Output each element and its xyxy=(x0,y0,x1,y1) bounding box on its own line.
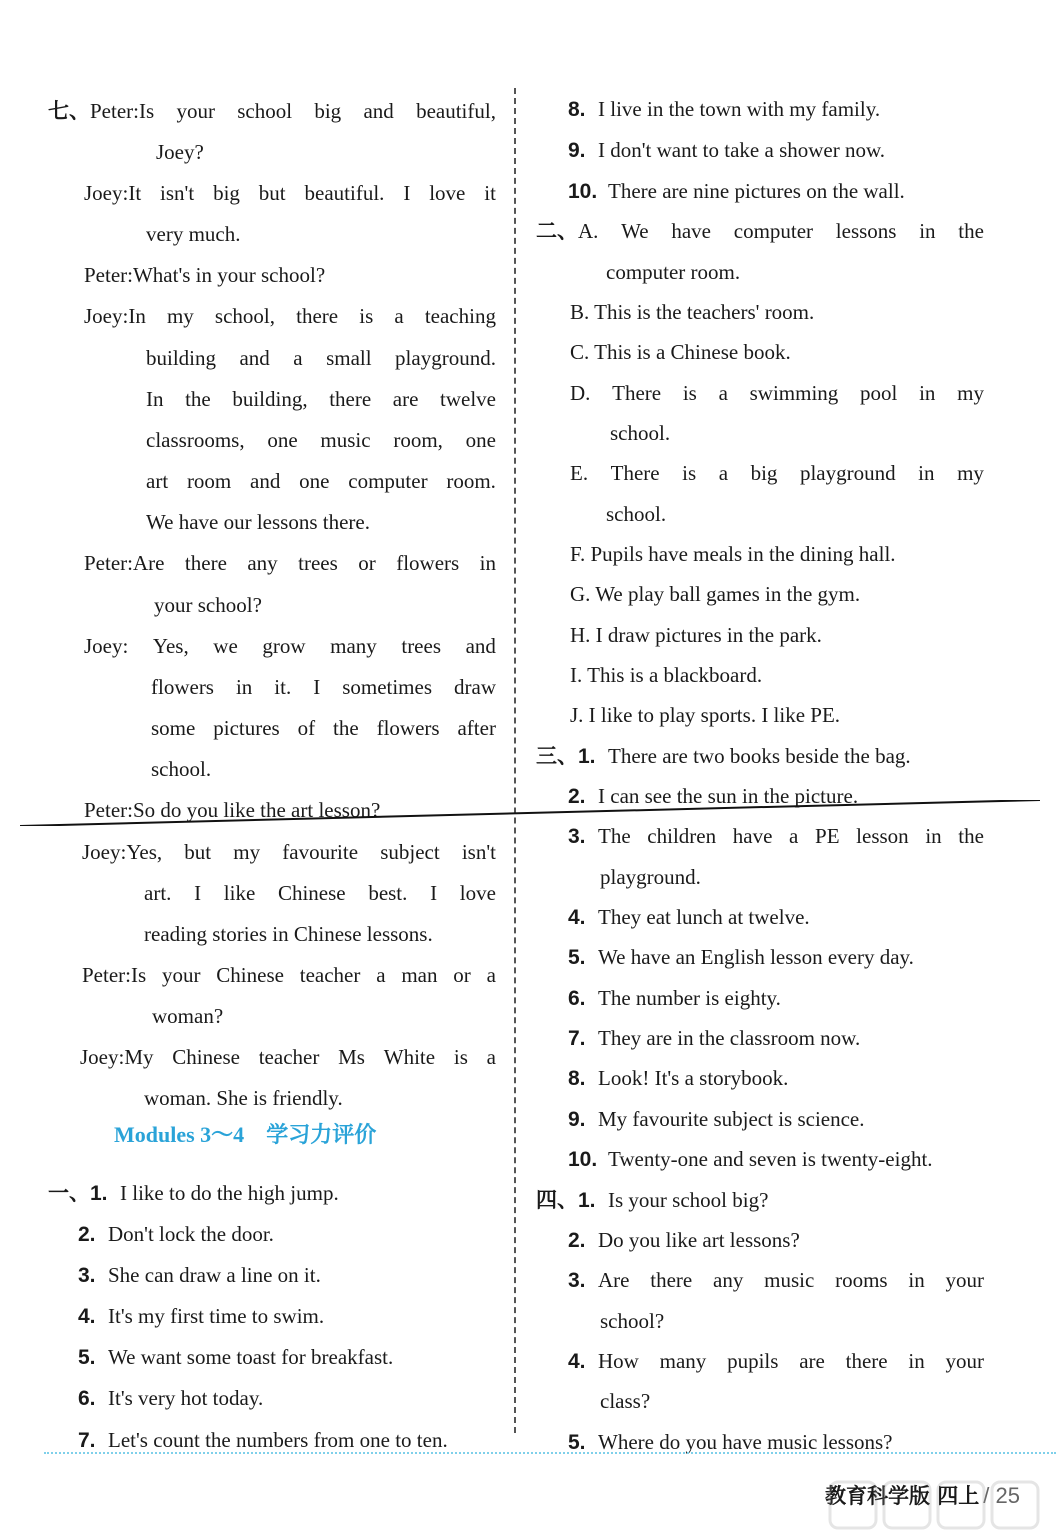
item-number: 5. xyxy=(568,946,586,969)
line-text: flowers in it. I sometimes draw xyxy=(151,675,496,699)
item-number: 6. xyxy=(78,1387,96,1410)
section-marker: 七、 xyxy=(48,99,90,123)
line-text: She can draw a line on it. xyxy=(108,1263,321,1287)
line-text: E. There is a big playground in my xyxy=(570,461,984,485)
item-number: 3. xyxy=(568,825,586,848)
line-text: Peter:Are there any trees or flowers in xyxy=(84,551,496,575)
item-number: 8. xyxy=(568,98,586,121)
line-text: I can see the sun in the picture. xyxy=(598,784,859,808)
text-line xyxy=(82,962,496,988)
text-line xyxy=(570,581,860,607)
column-divider xyxy=(514,88,516,1433)
line-text: J. I like to play sports. I like PE. xyxy=(570,703,841,727)
text-line xyxy=(146,345,496,371)
line-text: Joey:In my school, there is a teaching xyxy=(84,304,496,328)
text-line xyxy=(78,1221,274,1248)
line-text: A. We have computer lessons in the xyxy=(578,219,984,243)
text-line xyxy=(568,137,885,164)
text-line xyxy=(568,178,905,205)
text-line xyxy=(151,674,496,700)
item-number: 2. xyxy=(78,1223,96,1246)
text-line xyxy=(156,139,204,165)
item-number: 3. xyxy=(78,1264,96,1287)
line-text: There are two books beside the bag. xyxy=(608,744,911,768)
section-marker: 四、 xyxy=(536,1188,578,1212)
line-text: Let's count the numbers from one to ten. xyxy=(108,1428,448,1452)
line-text: It's very hot today. xyxy=(108,1386,264,1410)
line-text: school? xyxy=(600,1309,665,1333)
text-line xyxy=(78,1303,324,1330)
text-line xyxy=(84,262,325,288)
text-line xyxy=(84,303,496,329)
line-text: I live in the town with my family. xyxy=(598,97,881,121)
line-text: Is your school big? xyxy=(608,1188,769,1212)
line-text: I. This is a blackboard. xyxy=(570,663,763,687)
text-line xyxy=(570,460,984,486)
text-line xyxy=(78,1344,393,1371)
line-text: Look! It's a storybook. xyxy=(598,1066,789,1090)
item-number: 9. xyxy=(568,1108,586,1131)
text-line xyxy=(84,550,496,576)
text-line xyxy=(600,864,701,890)
text-line xyxy=(48,1180,339,1207)
line-text: B. This is the teachers' room. xyxy=(570,300,815,324)
section-title xyxy=(114,1118,376,1149)
line-text: D. There is a swimming pool in my xyxy=(570,381,984,405)
item-number: 10. xyxy=(568,180,598,203)
line-text: school. xyxy=(606,502,667,526)
line-text: class? xyxy=(600,1389,651,1413)
text-line xyxy=(146,427,496,453)
text-line xyxy=(146,386,496,412)
line-text: your school? xyxy=(154,593,262,617)
line-text: The number is eighty. xyxy=(598,986,781,1010)
item-number: 1. xyxy=(578,1189,596,1212)
text-line xyxy=(146,221,240,247)
line-text: They eat lunch at twelve. xyxy=(598,905,810,929)
bottom-rule xyxy=(44,1452,1056,1454)
line-text: Joey? xyxy=(156,140,204,164)
item-number: 7. xyxy=(78,1429,96,1452)
line-text: It's my first time to swim. xyxy=(108,1304,325,1328)
item-number: 8. xyxy=(568,1067,586,1090)
line-text: F. Pupils have meals in the dining hall. xyxy=(570,542,896,566)
text-line xyxy=(568,944,914,971)
text-line xyxy=(568,1065,788,1092)
section-marker: 三、 xyxy=(536,744,578,768)
line-text: Are there any music rooms in your xyxy=(598,1268,984,1292)
text-line xyxy=(606,501,666,527)
text-line xyxy=(570,541,896,567)
text-line xyxy=(154,592,262,618)
text-line xyxy=(536,218,984,244)
line-text: school. xyxy=(151,757,212,781)
line-text: computer room. xyxy=(606,260,741,284)
line-text: Where do you have music lessons? xyxy=(598,1430,893,1454)
line-text: We have our lessons there. xyxy=(146,510,370,534)
item-number: 9. xyxy=(568,139,586,162)
line-text: We have an English lesson every day. xyxy=(598,945,914,969)
line-text: Peter:Is your school big and beautiful, xyxy=(90,99,496,123)
line-text: Joey: Yes, we grow many trees and xyxy=(84,634,496,658)
text-line xyxy=(144,880,496,906)
text-line xyxy=(570,299,814,325)
line-text: In the building, there are twelve xyxy=(146,387,496,411)
line-text: building and a small playground. xyxy=(146,346,496,370)
text-line xyxy=(151,715,496,741)
text-line xyxy=(568,985,781,1012)
item-number: 10. xyxy=(568,1148,598,1171)
line-text: art. I like Chinese best. I love xyxy=(144,881,496,905)
line-text: There are nine pictures on the wall. xyxy=(608,179,905,203)
line-text: Joey:It isn't big but beautiful. I love it xyxy=(84,181,496,205)
section-marker: 一、 xyxy=(48,1181,90,1205)
line-text: Do you like art lessons? xyxy=(598,1228,800,1252)
text-line xyxy=(570,380,984,406)
line-text: playground. xyxy=(600,865,701,889)
watermark-icon xyxy=(824,1478,1054,1536)
text-line xyxy=(84,633,496,659)
cut-line xyxy=(20,800,1040,826)
line-text: C. This is a Chinese book. xyxy=(570,340,791,364)
text-line xyxy=(146,468,496,494)
line-text: woman. She is friendly. xyxy=(144,1086,343,1110)
text-line xyxy=(82,839,496,865)
text-line xyxy=(536,743,911,770)
line-text: I like to do the high jump. xyxy=(120,1181,339,1205)
line-text: Joey:Yes, but my favourite subject isn't xyxy=(82,840,496,864)
line-text: They are in the classroom now. xyxy=(598,1026,861,1050)
item-number: 4. xyxy=(568,906,586,929)
text-line xyxy=(568,1146,933,1173)
text-line xyxy=(144,921,433,947)
section-marker: 二、 xyxy=(536,219,578,243)
text-line xyxy=(78,1385,263,1412)
section-title-en: Modules 3～4 xyxy=(114,1122,245,1147)
text-line xyxy=(568,1106,865,1133)
text-line xyxy=(568,1267,984,1294)
line-text: Twenty-one and seven is twenty-eight. xyxy=(608,1147,933,1171)
line-text: Peter:What's in your school? xyxy=(84,263,326,287)
text-line xyxy=(78,1262,321,1289)
item-number: 6. xyxy=(568,987,586,1010)
item-number: 7. xyxy=(568,1027,586,1050)
line-text: How many pupils are there in your xyxy=(598,1349,984,1373)
text-line xyxy=(570,702,840,728)
line-text: I don't want to take a shower now. xyxy=(598,138,886,162)
line-text: some pictures of the flowers after xyxy=(151,716,496,740)
item-number: 2. xyxy=(568,1229,586,1252)
text-line xyxy=(570,622,822,648)
line-text: The children have a PE lesson in the xyxy=(598,824,984,848)
text-line xyxy=(536,1187,768,1214)
item-number: 1. xyxy=(90,1182,108,1205)
text-line xyxy=(570,339,791,365)
text-line xyxy=(568,1025,860,1052)
text-line xyxy=(84,180,496,206)
text-line xyxy=(151,756,211,782)
item-number: 3. xyxy=(568,1269,586,1292)
line-text: reading stories in Chinese lessons. xyxy=(144,922,433,946)
text-line xyxy=(610,420,670,446)
text-line xyxy=(568,1348,984,1375)
line-text: very much. xyxy=(146,222,241,246)
section-title-zh: 学习力评价 xyxy=(266,1123,377,1148)
text-line xyxy=(80,1044,496,1070)
line-text: H. I draw pictures in the park. xyxy=(570,623,822,647)
line-text: My favourite subject is science. xyxy=(598,1107,865,1131)
item-number: 1. xyxy=(578,745,596,768)
line-text: G. We play ball games in the gym. xyxy=(570,582,861,606)
text-line xyxy=(600,1308,664,1334)
line-text: school. xyxy=(610,421,671,445)
item-number: 5. xyxy=(568,1431,586,1454)
text-line xyxy=(152,1003,223,1029)
text-line xyxy=(568,904,810,931)
text-line xyxy=(568,823,984,850)
text-line xyxy=(568,96,880,123)
line-text: art room and one computer room. xyxy=(146,469,496,493)
edition-label: 教育科学版 四上 xyxy=(824,1484,980,1508)
text-line xyxy=(48,98,496,124)
line-text: We want some toast for breakfast. xyxy=(108,1345,394,1369)
text-line xyxy=(146,509,370,535)
text-line xyxy=(606,259,740,285)
page-number: / 25 xyxy=(983,1483,1020,1508)
line-text: Joey:My Chinese teacher Ms White is a xyxy=(80,1045,496,1069)
line-text: woman? xyxy=(152,1004,224,1028)
line-text: Peter:So do you like the art lesson? xyxy=(84,798,381,822)
item-number: 4. xyxy=(78,1305,96,1328)
text-line xyxy=(600,1388,650,1414)
text-line xyxy=(570,662,762,688)
text-line xyxy=(78,1427,448,1454)
line-text: Don't lock the door. xyxy=(108,1222,274,1246)
item-number: 4. xyxy=(568,1350,586,1373)
line-text: classrooms, one music room, one xyxy=(146,428,496,452)
text-line xyxy=(568,1227,800,1254)
item-number: 2. xyxy=(568,785,586,808)
line-text: Peter:Is your Chinese teacher a man or a xyxy=(82,963,496,987)
item-number: 5. xyxy=(78,1346,96,1369)
text-line xyxy=(144,1085,343,1111)
